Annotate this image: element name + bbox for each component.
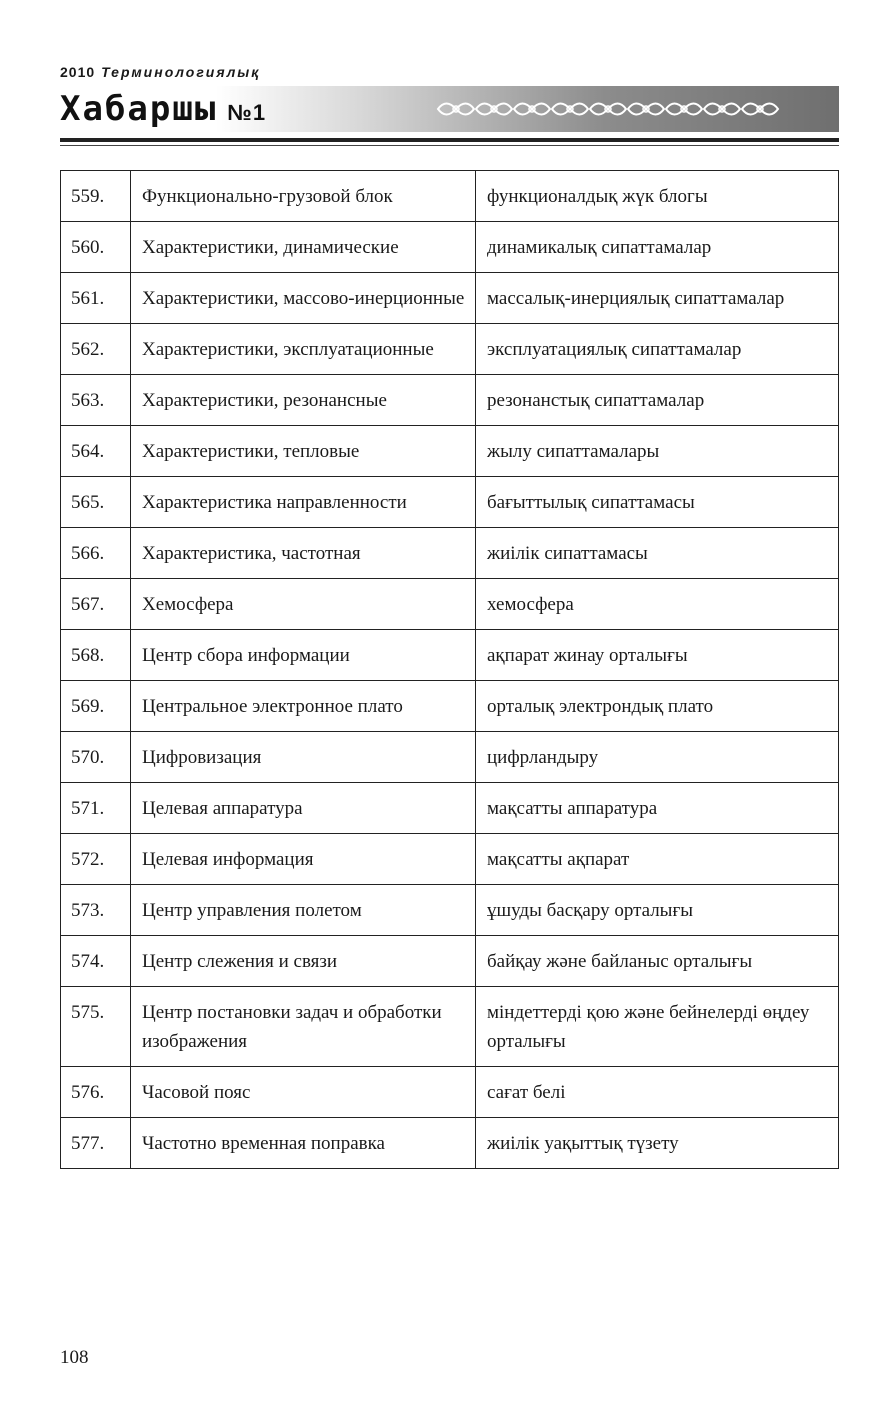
- term-russian: Центр слежения и связи: [131, 936, 476, 987]
- term-russian: Частотно временная поправка: [131, 1118, 476, 1169]
- table-row: [61, 324, 839, 375]
- table-row: [61, 528, 839, 579]
- term-number: 561.: [61, 273, 131, 324]
- table-row: [61, 375, 839, 426]
- term-number: 576.: [61, 1067, 131, 1118]
- term-kazakh: орталық электрондық плато: [476, 681, 839, 732]
- journal-issue: №1: [227, 100, 267, 125]
- term-number: 575.: [61, 987, 131, 1067]
- term-kazakh: цифрландыру: [476, 732, 839, 783]
- term-kazakh: мақсатты ақпарат: [476, 834, 839, 885]
- term-kazakh: жиілік сипаттамасы: [476, 528, 839, 579]
- term-kazakh: міндеттерді қою және бейнелерді өңдеу орталығы: [476, 987, 839, 1067]
- table-row: [61, 1118, 839, 1169]
- term-number: 564.: [61, 426, 131, 477]
- table-row: [61, 273, 839, 324]
- table-row: [61, 1067, 839, 1118]
- term-number: 568.: [61, 630, 131, 681]
- journal-subtitle: [60, 64, 260, 80]
- table-row: [61, 885, 839, 936]
- table-row: [61, 222, 839, 273]
- term-russian: Центр управления полетом: [131, 885, 476, 936]
- term-kazakh: эксплуатациялық сипаттамалар: [476, 324, 839, 375]
- table-row: [61, 426, 839, 477]
- term-kazakh: динамикалық сипаттамалар: [476, 222, 839, 273]
- term-number: 570.: [61, 732, 131, 783]
- term-russian: Характеристики, динамические: [131, 222, 476, 273]
- term-russian: Центр постановки задач и обработки изображения: [131, 987, 476, 1067]
- term-number: 562.: [61, 324, 131, 375]
- term-number: 577.: [61, 1118, 131, 1169]
- term-kazakh: массалық-инерциялық сипаттамалар: [476, 273, 839, 324]
- term-number: 566.: [61, 528, 131, 579]
- term-number: 567.: [61, 579, 131, 630]
- journal-year: 2010: [60, 64, 96, 80]
- term-number: 571.: [61, 783, 131, 834]
- table-row: [61, 681, 839, 732]
- term-kazakh: байқау және байланыс орталығы: [476, 936, 839, 987]
- table-row: [61, 936, 839, 987]
- term-kazakh: мақсатты аппаратура: [476, 783, 839, 834]
- term-number: 573.: [61, 885, 131, 936]
- term-kazakh: сағат белі: [476, 1067, 839, 1118]
- journal-title-text: Хабаршы: [60, 89, 218, 129]
- ornament-pattern: [436, 94, 786, 124]
- term-kazakh: резонанстық сипаттамалар: [476, 375, 839, 426]
- term-russian: Функционально-грузовой блок: [131, 171, 476, 222]
- table-row: [61, 783, 839, 834]
- header-rule-thin: [60, 145, 839, 146]
- term-number: 559.: [61, 171, 131, 222]
- term-number: 565.: [61, 477, 131, 528]
- table-row: [61, 732, 839, 783]
- term-number: 560.: [61, 222, 131, 273]
- term-russian: Часовой пояс: [131, 1067, 476, 1118]
- term-russian: Центральное электронное плато: [131, 681, 476, 732]
- term-kazakh: жылу сипаттамалары: [476, 426, 839, 477]
- term-russian: Характеристики, массово-инерционные: [131, 273, 476, 324]
- term-kazakh: бағыттылық сипаттамасы: [476, 477, 839, 528]
- table-row: [61, 630, 839, 681]
- page-number: 108: [60, 1347, 89, 1368]
- term-number: 563.: [61, 375, 131, 426]
- journal-title: [60, 86, 266, 136]
- term-kazakh: хемосфера: [476, 579, 839, 630]
- term-russian: Центр сбора информации: [131, 630, 476, 681]
- term-russian: Цифровизация: [131, 732, 476, 783]
- term-kazakh: ақпарат жинау орталығы: [476, 630, 839, 681]
- journal-series: Терминологиялық: [101, 64, 261, 80]
- term-russian: Целевая информация: [131, 834, 476, 885]
- table-row: [61, 171, 839, 222]
- header-rule-thick: [60, 138, 839, 142]
- term-kazakh: ұшуды басқару орталығы: [476, 885, 839, 936]
- table-row: [61, 579, 839, 630]
- terminology-table: [60, 170, 839, 1169]
- table-row: [61, 987, 839, 1067]
- term-russian: Целевая аппаратура: [131, 783, 476, 834]
- term-number: 569.: [61, 681, 131, 732]
- term-kazakh: жиілік уақыттық түзету: [476, 1118, 839, 1169]
- term-number: 574.: [61, 936, 131, 987]
- term-kazakh: функционалдық жүк блогы: [476, 171, 839, 222]
- term-russian: Характеристики, тепловые: [131, 426, 476, 477]
- table-row: [61, 477, 839, 528]
- term-russian: Хемосфера: [131, 579, 476, 630]
- term-russian: Характеристики, резонансные: [131, 375, 476, 426]
- term-russian: Характеристика направленности: [131, 477, 476, 528]
- table-row: [61, 834, 839, 885]
- term-number: 572.: [61, 834, 131, 885]
- term-russian: Характеристики, эксплуатационные: [131, 324, 476, 375]
- term-russian: Характеристика, частотная: [131, 528, 476, 579]
